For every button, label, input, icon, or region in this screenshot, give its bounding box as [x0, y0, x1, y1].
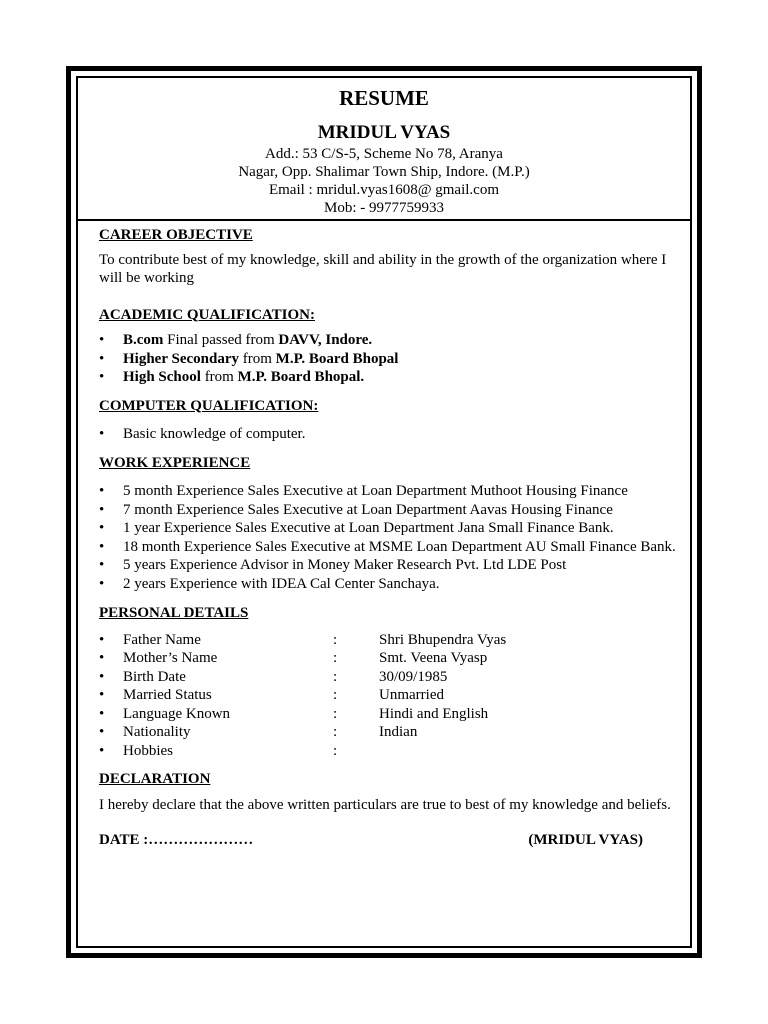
personal-key: • Birth Date: [123, 668, 186, 685]
personal-row: [99, 668, 689, 687]
personal-value: Unmarried: [379, 687, 444, 703]
personal-value: Hindi and English: [379, 705, 489, 722]
personal-row: [99, 705, 689, 724]
candidate-name: MRIDUL VYAS: [317, 122, 451, 143]
personal-row: [99, 631, 689, 650]
declaration-heading: DECLARATION: [99, 771, 211, 787]
personal-separator: :: [333, 631, 338, 648]
personal-separator: :: [333, 724, 338, 740]
personal-separator: :: [333, 705, 338, 722]
computer-item: • Basic knowledge of computer.: [99, 425, 689, 444]
personal-row: [99, 649, 689, 668]
personal-list: [99, 631, 689, 761]
personal-row: [99, 686, 689, 705]
computer-list: [99, 425, 689, 444]
resume-title: RESUME: [339, 86, 429, 110]
personal-separator: :: [333, 668, 338, 685]
personal-key: • Married Status: [123, 687, 212, 703]
mobile-line: Mob: - 9977759933: [324, 200, 444, 216]
signature-name: (MRIDUL VYAS): [528, 832, 643, 848]
work-item: • 7 month Experience Sales Executive at Loan Department Aavas Housing Finance: [99, 501, 689, 520]
declaration-text: I hereby declare that the above written particulars are true to best of my knowledge and beliefs.: [99, 796, 671, 813]
work-list: [99, 482, 689, 593]
work-item: • 5 month Experience Sales Executive at Loan Department Muthoot Housing Finance: [99, 482, 689, 501]
signature-footer: [99, 831, 689, 850]
personal-value: [379, 742, 689, 761]
personal-value: 30/09/1985: [379, 668, 448, 685]
email-line: Email : mridul.vyas1608@ gmail.com: [268, 182, 500, 198]
personal-value: Smt. Veena Vyasp: [379, 650, 488, 666]
academic-heading: ACADEMIC QUALIFICATION:: [99, 306, 315, 323]
career-heading: CAREER OBJECTIVE: [99, 227, 253, 243]
resume-body: [99, 226, 689, 850]
work-heading: WORK EXPERIENCE: [99, 454, 251, 471]
career-text: To contribute best of my knowledge, skill and ability in the growth of the organization where I will be working: [99, 251, 667, 286]
personal-value: Shri Bhupendra Vyas: [379, 631, 507, 648]
academic-item: • Higher Secondary from M.P. Board Bhopal: [99, 350, 689, 369]
academic-item: • High School from M.P. Board Bhopal.: [99, 368, 689, 387]
personal-separator: :: [333, 687, 338, 703]
personal-key: • Language Known: [123, 705, 231, 722]
personal-key: • Hobbies: [123, 742, 173, 759]
work-item: • 5 years Experience Advisor in Money Maker Research Pvt. Ltd LDE Post: [99, 556, 689, 575]
academic-item: • B.com Final passed from DAVV, Indore.: [99, 331, 689, 350]
computer-heading: COMPUTER QUALIFICATION:: [99, 397, 319, 414]
academic-list: [99, 331, 689, 387]
personal-key: • Nationality: [123, 724, 191, 740]
personal-key: • Father Name: [123, 631, 201, 648]
header-divider: [76, 219, 692, 221]
work-item: • 18 month Experience Sales Executive at MSME Loan Department AU Small Finance Bank.: [99, 538, 689, 557]
personal-value: Indian: [379, 724, 418, 740]
personal-row: [99, 723, 689, 742]
work-item: • 1 year Experience Sales Executive at Loan Department Jana Small Finance Bank.: [99, 519, 689, 538]
resume-header: [80, 84, 688, 217]
work-item: • 2 years Experience with IDEA Cal Center Sanchaya.: [99, 575, 689, 594]
personal-row: [99, 742, 689, 761]
personal-separator: :: [333, 650, 338, 666]
personal-key: • Mother’s Name: [123, 650, 218, 666]
personal-separator: :: [333, 742, 338, 759]
date-line: DATE :…………………: [99, 832, 254, 848]
personal-heading: PERSONAL DETAILS: [99, 605, 249, 621]
address-line-1: Add.: 53 C/S-5, Scheme No 78, Aranya: [265, 146, 503, 162]
address-line-2: Nagar, Opp. Shalimar Town Ship, Indore. (M.P.): [238, 164, 530, 180]
